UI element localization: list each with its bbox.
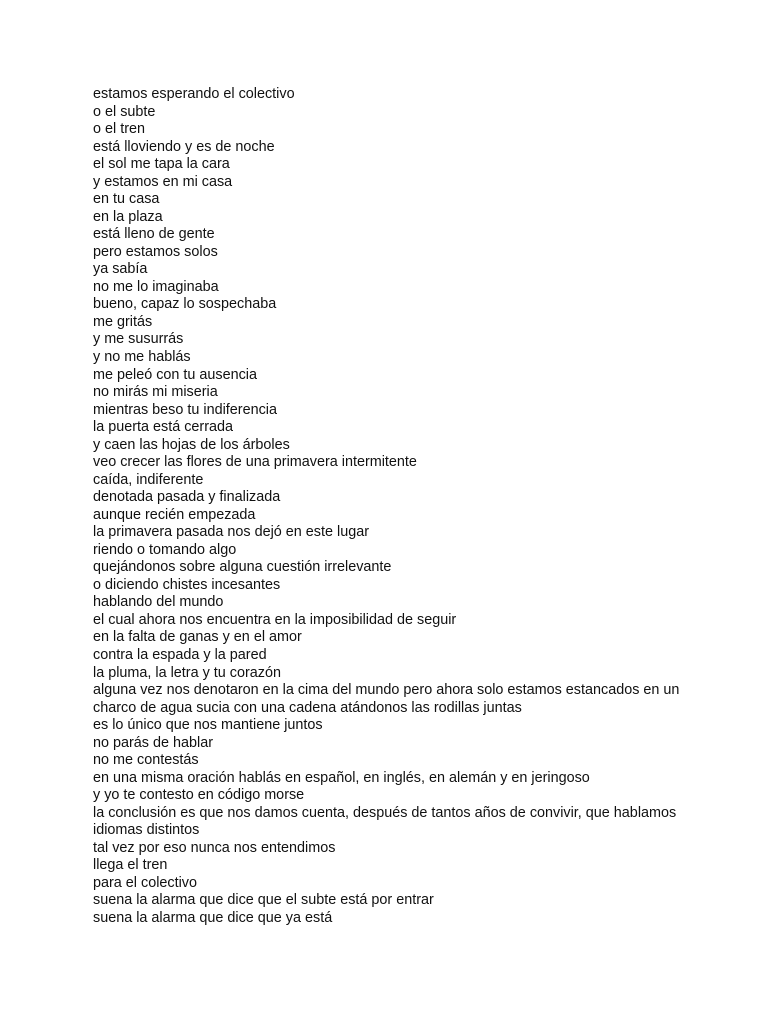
- poem-line: y caen las hojas de los árboles: [93, 436, 290, 453]
- poem-line: riendo o tomando algo: [93, 541, 237, 558]
- poem-line: idiomas distintos: [93, 822, 200, 839]
- poem-line: está lloviendo y es de noche: [93, 138, 275, 155]
- poem-line: la primavera pasada nos dejó en este lugar: [93, 524, 369, 541]
- poem-line: y no me hablás: [93, 348, 191, 365]
- poem-line: denotada pasada y finalizada: [93, 489, 281, 506]
- poem-line: tal vez por eso nunca nos entendimos: [93, 839, 336, 856]
- poem-line: suena la alarma que dice que ya está: [93, 909, 333, 926]
- poem-line: no mirás mi miseria: [93, 384, 218, 401]
- poem-line: la conclusión es que nos damos cuenta, después de tantos años de convivir, que hablamos: [93, 804, 677, 821]
- poem-line: para el colectivo: [93, 874, 197, 891]
- poem-line: y estamos en mi casa: [93, 173, 233, 190]
- poem-line: o el subte: [93, 103, 156, 120]
- poem-line: charco de agua sucia con una cadena atándonos las rodillas juntas: [93, 699, 522, 716]
- poem-line: o el tren: [93, 121, 145, 138]
- poem-line: estamos esperando el colectivo: [93, 86, 295, 102]
- poem-line: y me susurrás: [93, 331, 184, 348]
- poem-line: es lo único que nos mantiene juntos: [93, 717, 323, 734]
- poem-line: no parás de hablar: [93, 734, 214, 751]
- poem-line: bueno, capaz lo sospechaba: [93, 296, 277, 313]
- poem-line: no me contestás: [93, 752, 199, 769]
- poem-line: quejándonos sobre alguna cuestión irrelevante: [93, 559, 392, 576]
- poem-line: ya sabía: [93, 261, 148, 278]
- poem-line: suena la alarma que dice que el subte está por entrar: [93, 892, 434, 909]
- poem-line: aunque recién empezada: [93, 506, 256, 523]
- poem-line: está lleno de gente: [93, 226, 215, 243]
- poem-line: el sol me tapa la cara: [93, 156, 230, 173]
- poem-line: mientras beso tu indiferencia: [93, 401, 277, 418]
- poem-line: llega el tren: [93, 857, 168, 874]
- poem-line: me gritás: [93, 313, 153, 330]
- poem-line: la pluma, la letra y tu corazón: [93, 664, 281, 681]
- poem-text: [93, 86, 693, 928]
- poem-line: en una misma oración hablás en español, en inglés, en alemán y en jeringoso: [93, 769, 590, 786]
- poem-line: el cual ahora nos encuentra en la imposibilidad de seguir: [93, 611, 457, 628]
- poem-line: me peleó con tu ausencia: [93, 366, 258, 383]
- poem-line: caída, indiferente: [93, 471, 204, 488]
- poem-line: pero estamos solos: [93, 243, 218, 260]
- poem-line: o diciendo chistes incesantes: [93, 576, 281, 593]
- document-page: [93, 86, 693, 928]
- poem-line: la puerta está cerrada: [93, 419, 233, 436]
- poem-line: veo crecer las flores de una primavera intermitente: [93, 454, 417, 471]
- poem-line: en tu casa: [93, 191, 160, 208]
- poem-line: en la plaza: [93, 208, 163, 225]
- poem-line: no me lo imaginaba: [93, 278, 219, 295]
- poem-line: en la falta de ganas y en el amor: [93, 629, 302, 646]
- poem-line: y yo te contesto en código morse: [93, 787, 305, 804]
- poem-line: contra la espada y la pared: [93, 647, 267, 663]
- poem-line: hablando del mundo: [93, 594, 224, 611]
- poem-line: alguna vez nos denotaron en la cima del mundo pero ahora solo estamos estancados en un: [93, 682, 680, 699]
